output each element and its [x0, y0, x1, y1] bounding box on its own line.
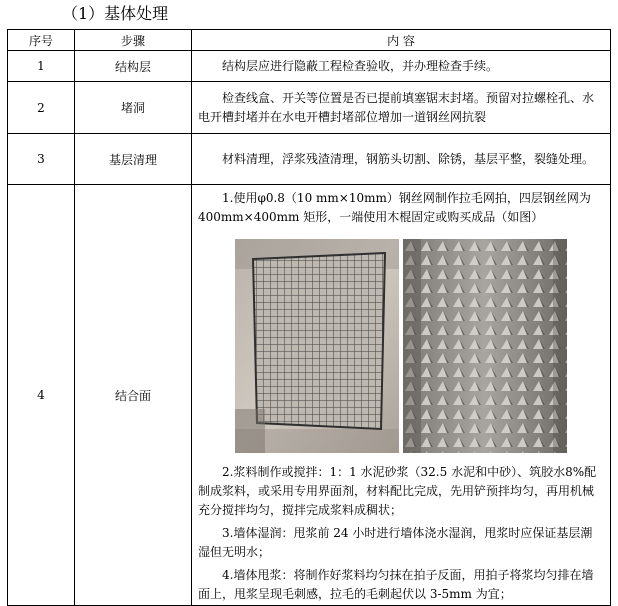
row-content: [192, 82, 611, 134]
table-row: [8, 51, 611, 82]
row-num: 1: [8, 51, 75, 82]
row-content: [192, 134, 611, 185]
row-content: [192, 185, 611, 606]
photo-row: [192, 239, 610, 453]
row-step: 堵洞: [75, 82, 192, 134]
row-step: 结合面: [75, 185, 192, 606]
step-paragraph: 1.使用φ0.8（10 mm×10mm）钢丝网制作拉毛网拍，四层钢丝网为400mm×400mm 矩形，一端使用木棍固定或购买成品（如图）: [198, 191, 591, 224]
table-row: [8, 134, 611, 185]
row-num: 4: [8, 185, 75, 606]
row-num: 2: [8, 82, 75, 134]
process-table: [7, 29, 611, 606]
row-content-text: 结构层应进行隐蔽工程检查验收，并办理检查手续。: [222, 59, 499, 73]
step-paragraph: 4.墙体甩浆：将制作好浆料均匀抹在拍子反面，用拍子将浆均匀排在墙面上，甩浆呈现毛刺感，拉毛的毛刺起伏以 3-5mm 为宜；: [198, 568, 594, 601]
table-row: [8, 82, 611, 134]
roughened-wall-image: [403, 239, 567, 453]
wire-mesh-image: [235, 239, 399, 453]
row-content: [192, 51, 611, 82]
table-header-row: [8, 30, 611, 51]
header-num: 序号: [8, 30, 75, 51]
step-paragraph: 3.墙体湿润：甩浆前 24 小时进行墙体浇水湿润，甩浆时应保证基层潮湿但无明水；: [198, 526, 593, 559]
row-content-text: 材料清理，浮浆残渣清理，钢筋头切割、除锈，基层平整，裂缝处理。: [222, 151, 595, 166]
row-num: 3: [8, 134, 75, 185]
wire-mesh-photo: [235, 239, 399, 453]
table-row: [8, 185, 611, 606]
roughened-wall-photo: [403, 239, 567, 453]
row-step: 基层清理: [75, 134, 192, 185]
row-content-text: 检查线盒、开关等位置是否已提前填塞锯末封堵。预留对拉螺栓孔、水电开槽封堵并在水电开槽封堵部位增加一道钢丝网抗裂: [198, 90, 595, 124]
step-paragraph: 2.浆料制作或搅拌：1：1 水泥砂浆（32.5 水泥和中砂）、筑胶水8%配制成浆料，或采用专用界面剂，材料配比完成，先用铲预拌均匀，再用机械充分搅拌均匀，搅拌完成浆料成稠状；: [198, 465, 597, 517]
section-title: （1）基体处理: [62, 4, 169, 23]
header-content: 内 容: [192, 30, 611, 51]
row-step: 结构层: [75, 51, 192, 82]
header-step: 步骤: [75, 30, 192, 51]
